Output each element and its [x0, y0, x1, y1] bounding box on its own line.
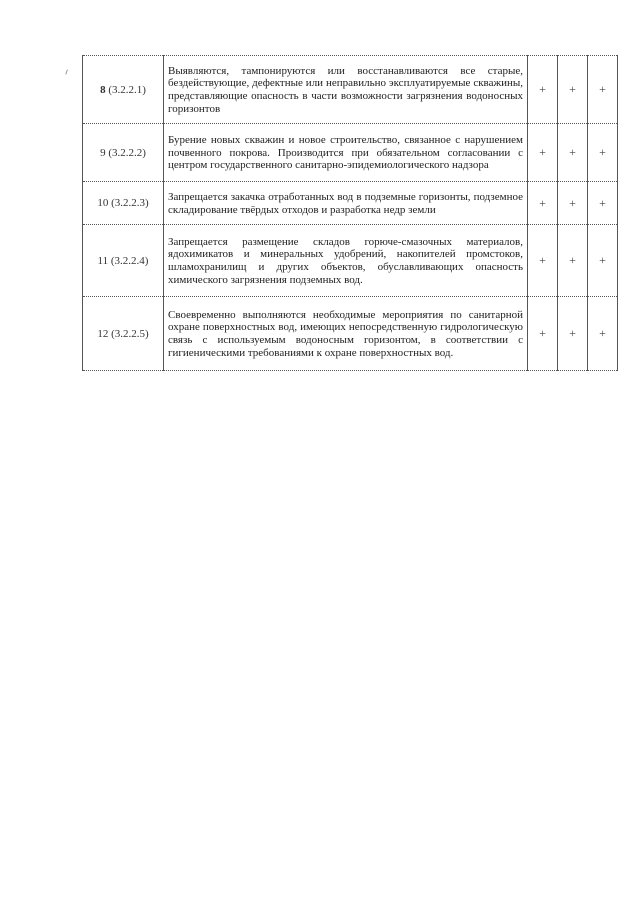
- table-row: [83, 124, 618, 182]
- row-number-rest: 12 (3.2.2.5): [97, 327, 149, 340]
- mark-cell: +: [528, 56, 558, 124]
- mark-cell: +: [528, 182, 558, 225]
- mark-cell: +: [558, 56, 588, 124]
- row-number: [83, 297, 164, 371]
- mark-cell: +: [528, 225, 558, 297]
- mark-cell: +: [558, 124, 588, 182]
- mark-cell: +: [588, 124, 618, 182]
- row-number: [83, 124, 164, 182]
- mark-cell: +: [528, 297, 558, 371]
- mark-cell: +: [588, 56, 618, 124]
- mark-cell: +: [558, 297, 588, 371]
- row-number-rest: (3.2.2.1): [105, 83, 146, 96]
- row-number-bold: 8: [100, 83, 106, 96]
- row-number: [83, 225, 164, 297]
- table-row: [83, 182, 618, 225]
- row-description: Своевременно выполняются необходимые мероприятия по санитарной охране поверхностных вод, имеющих непосредственную гидрологическую связь с используемым водоносным горизонтом, в соответствии с гигиеническими требованиями к охране поверхностных вод.: [164, 297, 528, 371]
- mark-cell: +: [558, 182, 588, 225]
- mark-cell: +: [528, 124, 558, 182]
- row-description: Запрещается закачка отработанных вод в подземные горизонты, подземное складирование твёрдых отходов и разработка недр земли: [164, 182, 528, 225]
- table-row: [83, 297, 618, 371]
- row-number: [83, 56, 164, 124]
- mark-cell: +: [588, 225, 618, 297]
- mark-cell: +: [588, 297, 618, 371]
- table-row: [83, 56, 618, 124]
- row-number-rest: 9 (3.2.2.2): [100, 146, 146, 159]
- row-description: Выявляются, тампонируются или восстанавливаются все старые, бездействующие, дефектные или неправильно эксплуатируемые скважины, представляющие опасность в части возможности загрязнения водоносных горизонтов: [164, 56, 528, 124]
- scan-mark: [65, 69, 70, 75]
- row-number-rest: 11 (3.2.2.4): [97, 254, 149, 267]
- row-number-rest: 10 (3.2.2.3): [97, 197, 149, 209]
- requirements-table: [82, 55, 618, 371]
- row-number: [83, 182, 164, 225]
- row-description: Бурение новых скважин и новое строительство, связанное с нарушением почвенного покрова. Производится при обязательном согласовании с центром государственного санитарно-эпидемиологического надзора: [164, 124, 528, 182]
- table-row: [83, 225, 618, 297]
- mark-cell: +: [558, 225, 588, 297]
- row-description: Запрещается размещение складов горюче-смазочных материалов, ядохимикатов и минеральных удобрений, накопителей промстоков, шламохранилищ и других объектов, обуславливающих опасность химического загрязнения подземных вод.: [164, 225, 528, 297]
- mark-cell: +: [588, 182, 618, 225]
